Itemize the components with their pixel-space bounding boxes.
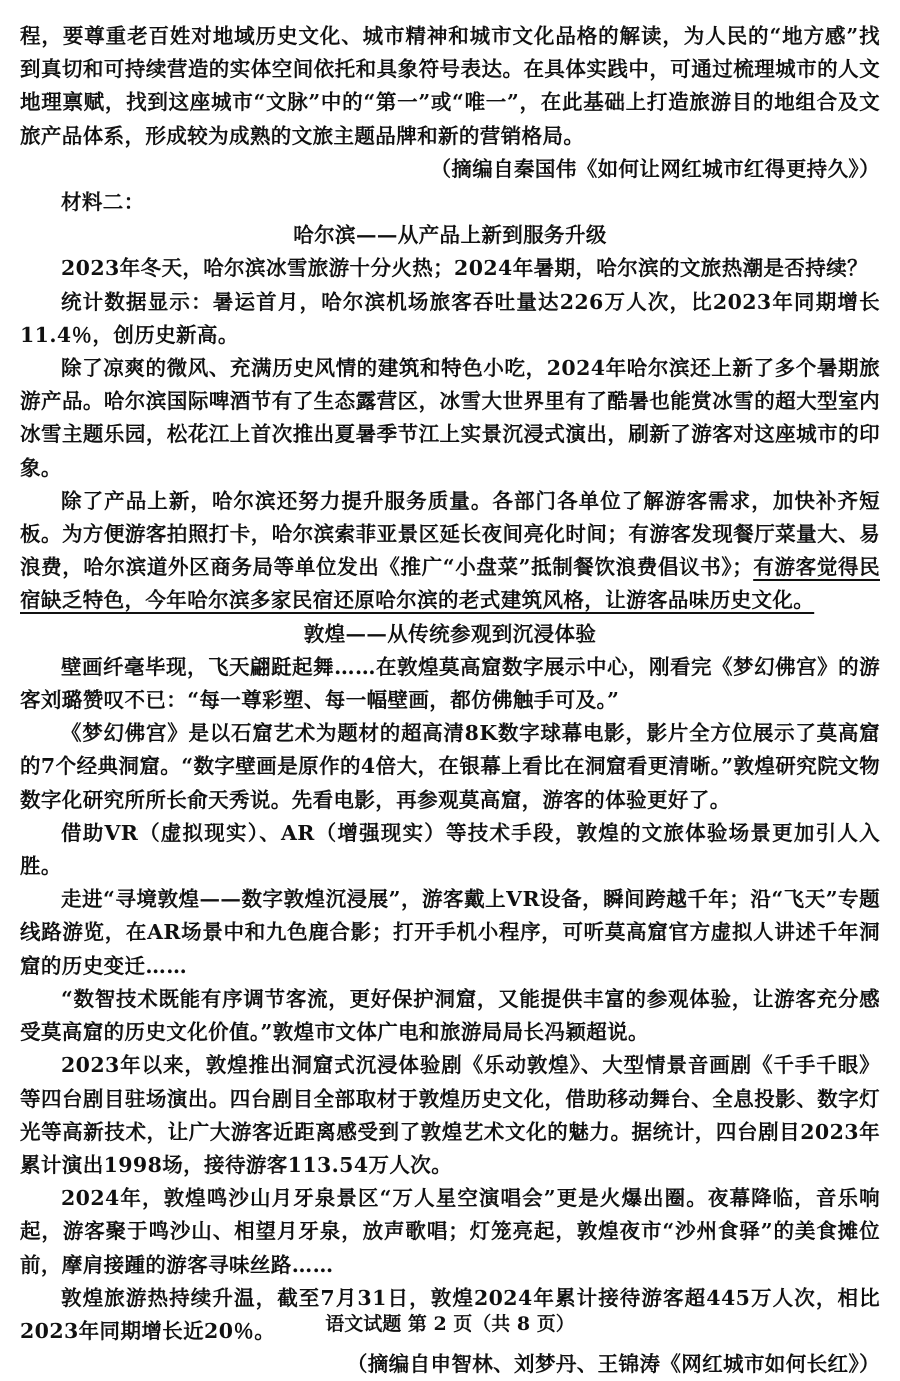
intro-paragraph: 程，要尊重老百姓对地域历史文化、城市精神和城市文化品格的解读，为人民的“地方感”找到真切和可持续营造的实体空间依托和具象符号表达。在具体实践中，可通过梳理城市的人文地理禀赋，找到这座城市“文脉”中的“第一”或“唯一”，在此基础上打造旅游目的地组合及文旅产品体系，形成较为成熟的文旅主题品牌和新的营销格局。 xyxy=(20,24,880,148)
underlined-sentence: 有游客觉得民宿缺乏特色，今年哈尔滨多家民宿还原哈尔滨的老式建筑风格，让游客品味历史文化。 xyxy=(20,555,880,613)
dunhuang-paragraph-8: 敦煌旅游热持续升温，截至7月31日，敦煌2024年累计接待游客超445万人次，相比2023年同期增长近20％。 xyxy=(20,1285,880,1343)
dunhuang-paragraph-3: 借助VR（虚拟现实）、AR（增强现实）等技术手段，敦煌的文旅体验场景更加引人入胜。 xyxy=(20,820,880,879)
harbin-paragraph-1: 2023年冬天，哈尔滨冰雪旅游十分火热；2024年暑期，哈尔滨的文旅热潮是否持续？ xyxy=(61,256,869,281)
harbin-paragraph-4-text: 除了产品上新，哈尔滨还努力提升服务质量。各部门各单位了解游客需求，加快补齐短板。为方便游客拍照打卡，哈尔滨索菲亚景区延长夜间亮化时间；有游客发现餐厅菜量大、易浪费，哈尔滨道外区商务局等单位发出《推广“小盘菜”抵制餐饮浪费倡议书》； xyxy=(20,488,880,580)
source-citation-1: （摘编自秦国伟《如何让网红城市红得更持久》） xyxy=(430,156,880,181)
dunhuang-paragraph-7: 2024年，敦煌鸣沙山月牙泉景区“万人星空演唱会”更是火爆出圈。夜幕降临，音乐响起，游客聚于鸣沙山、相望月牙泉，放声歌唱；灯笼亮起，敦煌夜市“沙州食驿”的美食摊位前，摩肩接踵的游客寻味丝路…… xyxy=(20,1186,880,1277)
harbin-subtitle: 哈尔滨——从产品上新到服务升级 xyxy=(293,223,607,248)
page-footer: 语文试题 第 2 页（共 8 页） xyxy=(325,1313,575,1335)
dunhuang-paragraph-5: “数智技术既能有序调节客流，更好保护洞窟，又能提供丰富的参观体验，让游客充分感受莫高窟的历史文化价值。”敦煌市文体广电和旅游局局长冯颖超说。 xyxy=(20,986,880,1045)
dunhuang-paragraph-4: 走进“寻境敦煌——数字敦煌沉浸展”，游客戴上VR设备，瞬间跨越千年；沿“飞天”专题线路游览，在AR场景中和九色鹿合影；打开手机小程序，可听莫高窟官方虚拟人讲述千年洞窟的历史变迁…… xyxy=(20,887,880,978)
harbin-paragraph-4 xyxy=(20,485,880,618)
dunhuang-paragraph-6: 2023年以来，敦煌推出洞窟式沉浸体验剧《乐动敦煌》、大型情景音画剧《千手千眼》等四台剧目驻场演出。四台剧目全部取材于敦煌历史文化，借助移动舞台、全息投影、数字灯光等高新技术，让广大游客近距离感受到了敦煌艺术文化的魅力。据统计，四台剧目2023年累计演出1998场，接待游客113.54万人次。 xyxy=(20,1053,880,1177)
reading-material xyxy=(20,20,880,1381)
harbin-paragraph-2: 统计数据显示：暑运首月，哈尔滨机场旅客吞吐量达226万人次，比2023年同期增长11.4％，创历史新高。 xyxy=(20,289,880,347)
dunhuang-paragraph-2: 《梦幻佛宫》是以石窟艺术为题材的超高清8K数字球幕电影，影片全方位展示了莫高窟的7个经典洞窟。“数字壁画是原作的4倍大，在银幕上看比在洞窟看更清晰。”敦煌研究院文物数字化研究所所长俞天秀说。先看电影，再参观莫高窟，游客的体验更好了。 xyxy=(20,721,880,812)
source-citation-2: （摘编自申智林、刘梦丹、王锦涛《网红城市如何长红》） xyxy=(346,1352,880,1377)
dunhuang-subtitle: 敦煌——从传统参观到沉浸体验 xyxy=(303,621,597,646)
material-2-label: 材料二： xyxy=(61,190,145,215)
harbin-paragraph-3: 除了凉爽的微风、充满历史风情的建筑和特色小吃，2024年哈尔滨还上新了多个暑期旅游产品。哈尔滨国际啤酒节有了生态露营区，冰雪大世界里有了酷暑也能赏冰雪的超大型室内冰雪主题乐园，松花江上首次推出夏暑季节江上实景沉浸式演出，刷新了游客对这座城市的印象。 xyxy=(20,356,880,480)
dunhuang-paragraph-1: 壁画纤毫毕现，飞天翩跹起舞……在敦煌莫高窟数字展示中心，刚看完《梦幻佛宫》的游客刘璐赞叹不已：“每一尊彩塑、每一幅壁画，都仿佛触手可及。” xyxy=(20,654,880,713)
